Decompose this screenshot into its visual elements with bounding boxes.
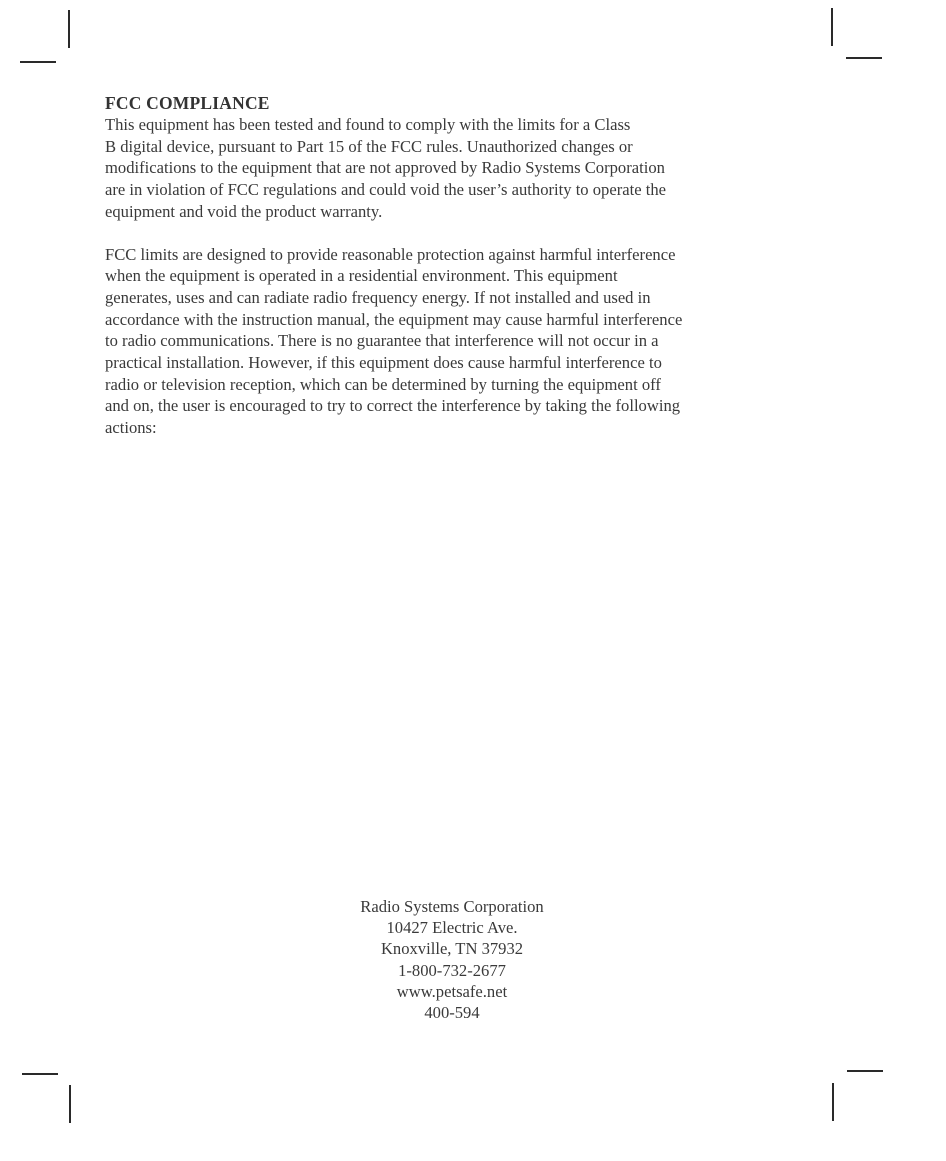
text-line: equipment and void the product warranty. (105, 201, 383, 221)
company-name: Radio Systems Corporation (360, 897, 544, 916)
crop-mark-bottom-left-vertical (69, 1085, 71, 1123)
phone-number: 1-800-732-2677 (398, 960, 506, 980)
text-line: practical installation. However, if this equipment does cause harmful interference to (105, 353, 662, 373)
paragraph-fcc-limits (105, 244, 805, 439)
text-line: modifications to the equipment that are not approved by Radio Systems Corporation (105, 158, 665, 178)
crop-mark-bottom-right-vertical (832, 1083, 834, 1121)
crop-mark-bottom-left-horizontal (22, 1073, 58, 1075)
crop-mark-top-left-horizontal (20, 61, 56, 63)
company-address-block (300, 896, 604, 1023)
city-state-zip: Knoxville, TN 37932 (380, 939, 524, 959)
street-address: 10427 Electric Ave. (386, 918, 518, 938)
text-line: when the equipment is operated in a residential environment. This equipment (105, 266, 618, 286)
text-line: accordance with the instruction manual, the equipment may cause harmful interference (105, 309, 683, 329)
crop-mark-top-left-vertical (68, 10, 70, 48)
text-line: are in violation of FCC regulations and could void the user’s authority to operate the (105, 180, 666, 200)
crop-mark-top-right-horizontal (846, 57, 882, 59)
text-line: FCC limits are designed to provide reasonable protection against harmful interference (105, 244, 676, 264)
fcc-compliance-section (105, 92, 805, 439)
crop-mark-top-right-vertical (831, 8, 833, 46)
text-line: to radio communications. There is no guarantee that interference will not occur in a (105, 331, 659, 351)
paragraph-class-b (105, 114, 805, 223)
text-line: This equipment has been tested and found to comply with the limits for a Class (105, 115, 631, 134)
document-code: 400-594 (424, 1003, 480, 1023)
text-line: radio or television reception, which can be determined by turning the equipment off (105, 374, 661, 394)
text-line: generates, uses and can radiate radio frequency energy. If not installed and used in (105, 287, 651, 307)
text-line: actions: (105, 418, 157, 438)
website: www.petsafe.net (396, 981, 508, 1001)
section-heading: FCC COMPLIANCE (105, 93, 270, 113)
text-line: B digital device, pursuant to Part 15 of the FCC rules. Unauthorized changes or (105, 136, 633, 156)
crop-mark-bottom-right-horizontal (847, 1070, 883, 1072)
text-line: and on, the user is encouraged to try to correct the interference by taking the following (105, 396, 681, 416)
